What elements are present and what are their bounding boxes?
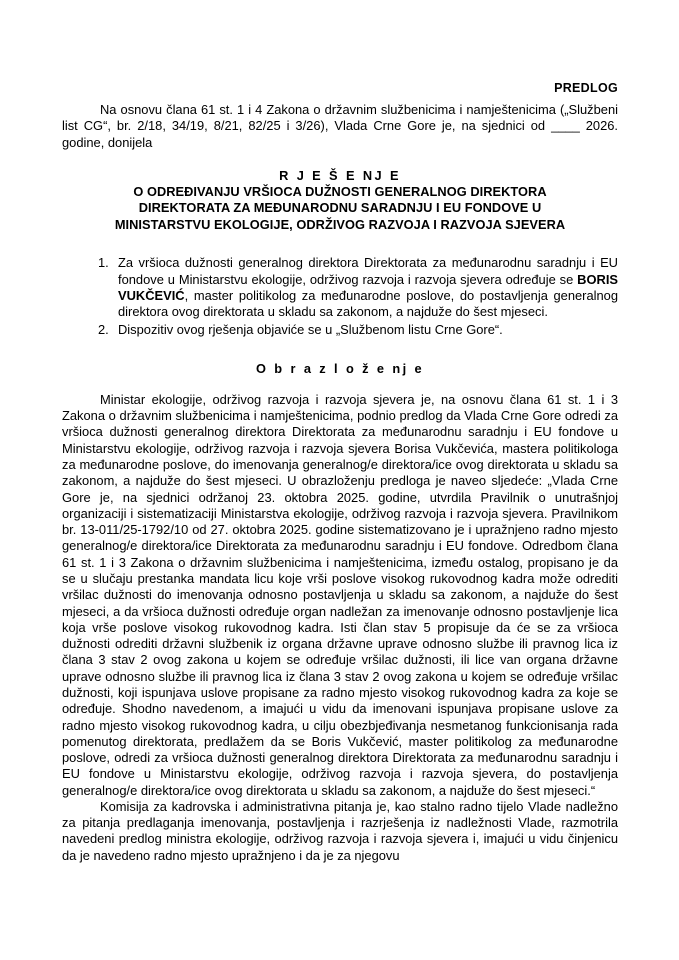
title-line-1: O ODREĐIVANJU VRŠIOCA DUŽNOSTI GENERALNOG DIREKTORA [133,183,547,199]
appointee-name: BORIS VUKČEVIĆ [118,271,618,303]
title-line-3: MINISTARSTVU EKOLOGIJE, ODRŽIVOG RAZVOJA I RAZVOJA SJEVERA [114,216,566,232]
list-item [98,322,618,338]
list-item [98,255,618,320]
explanation-heading: O b r a z l o ž e nj e [256,360,424,376]
dispositive-list [62,233,618,337]
document-sheet [62,0,618,864]
explanation-paragraph-1: Ministar ekologije, održivog razvoja i razvoja sjevera je, na osnovu člana 61 st. 1 i 3 Zakona o državnim službenicima i namještenicima, podnio predlog da Vlada Crne Gore odredi za vršioca dužnosti generalnog direktora Direktorata za međunarodnu saradnju i EU fondove u Ministarstvu ekologije, održivog razvoja i razvoja sjevera Borisa Vukčevića, mastera politikologa za međunarodne poslove, do imenovanja generalnog/e direktora/ice ovog direktorata u skladu sa zakonom, a najduže do šest mjeseci. U obrazloženju predloga je naveo sljedeće: „Vlada Crne Gore je, na sjednici održanoj 23. oktobra 2025. godine, utvrdila Pravilnik o unutrašnjoj organizaciji i sistematizaciji Ministarstva ekologije, održivog razvoja i razvoja sjevera. Pravilnikom br. 13-011/25-1792/10 od 27. oktobra 2025. godine sistematizovano je i upražnjeno radno mjesto generalnog/e direktora/ice Direktorata za međunarodnu saradnju i EU fondove. Odredbom člana 61 st. 1 i 3 Zakona o državnim službenicima i namještenicima, između ostalog, propisano je da se u slučaju prestanka mandata licu koje vrši poslove visokog rukovodnog kadra može odrediti vršilac dužnosti do imenovanja odnosno postavljenja u skladu sa zakonom, a najduže do šest mjeseci, a da vršioca dužnosti određuje organ nadležan za imenovanje odnosno postavljenje lica koja vrše poslove visokog rukovodnog kadra. Isti član stav 5 propisuje da će se za vršioca dužnosti odrediti državni službenik iz organa državne uprave odnosno službe ili pravnog lica iz člana 3 stav 2 ovog zakona u kojem se određuje vršilac dužnosti, ili lice van organa državne uprave odnosno službe ili pravnog lica iz člana 3 stav 2 ovog zakona u kojem se određuje vršilac dužnosti, koji ispunjava uslove propisane za radno mjesto visokog rukovodnog kadra za koje se određuje. Shodno navedenom, a imajući u vidu da imenovani ispunjava propisane uslove za radno mjesto visokog rukovodnog kadra, u cilju obezbjeđivanja nesmetanog funkcionisanja rada pomenutog direktorata, predlažem da se Boris Vukčević, master politikolog za međunarodne poslove, odredi za vršioca dužnosti generalnog direktora Direktorata za međunarodnu saradnju i EU fondove u Ministarstvu ekologije, održivog razvoja i razvoja sjevera, do postavljenja generalnog/e direktora/ice ovog direktorata u skladu sa zakonom, a najduže do šest mjeseci.“ [62,391,618,798]
title-line-2: DIREKTORATA ZA MEĐUNARODNU SARADNJU I EU FONDOVE U [138,200,542,216]
list-item-text-before-name: Za vršioca dužnosti generalnog direktora Direktorata za međunarodnu saradnju i EU fondove u Ministarstvu ekologije, održivog razvoja i razvoja sjevera određuje se [118,255,618,287]
list-item-text-after-name: , master politikolog za međunarodne poslove, do postavljenja generalnog direktora ovog direktorata u skladu sa zakonom, a najduže do šest mjeseci. [118,287,618,320]
title-rjesenje: R J E Š E NJ E [279,167,401,183]
intro-paragraph: Na osnovu člana 61 st. 1 i 4 Zakona o državnim službenicima i namještenicima („Službeni list CG“, br. 2/18, 34/19, 8/21, 82/25 i 3/26), Vlada Crne Gore je, na sjednici od ____ 2026. godine, donijela [62,102,618,150]
explanation-paragraph-2: Komisija za kadrovska i administrativna pitanja je, kao stalno radno tijelo Vlade nadležno za pitanja predlaganja imenovanja, postavljenja i razrješenja iz nadležnosti Vlade, razmotrila navedeni predlog ministra ekologije, održivog razvoja i razvoja sjevera i, imajući u vidu činjenicu da je navedeno radno mjesto upražnjeno i da je za njegovu [62,798,618,863]
document-header-label: PREDLOG [554,81,618,95]
list-item-text: Dispozitiv ovog rješenja objaviće se u „Službenom listu Crne Gore“. [118,321,503,337]
document-title [62,151,618,234]
